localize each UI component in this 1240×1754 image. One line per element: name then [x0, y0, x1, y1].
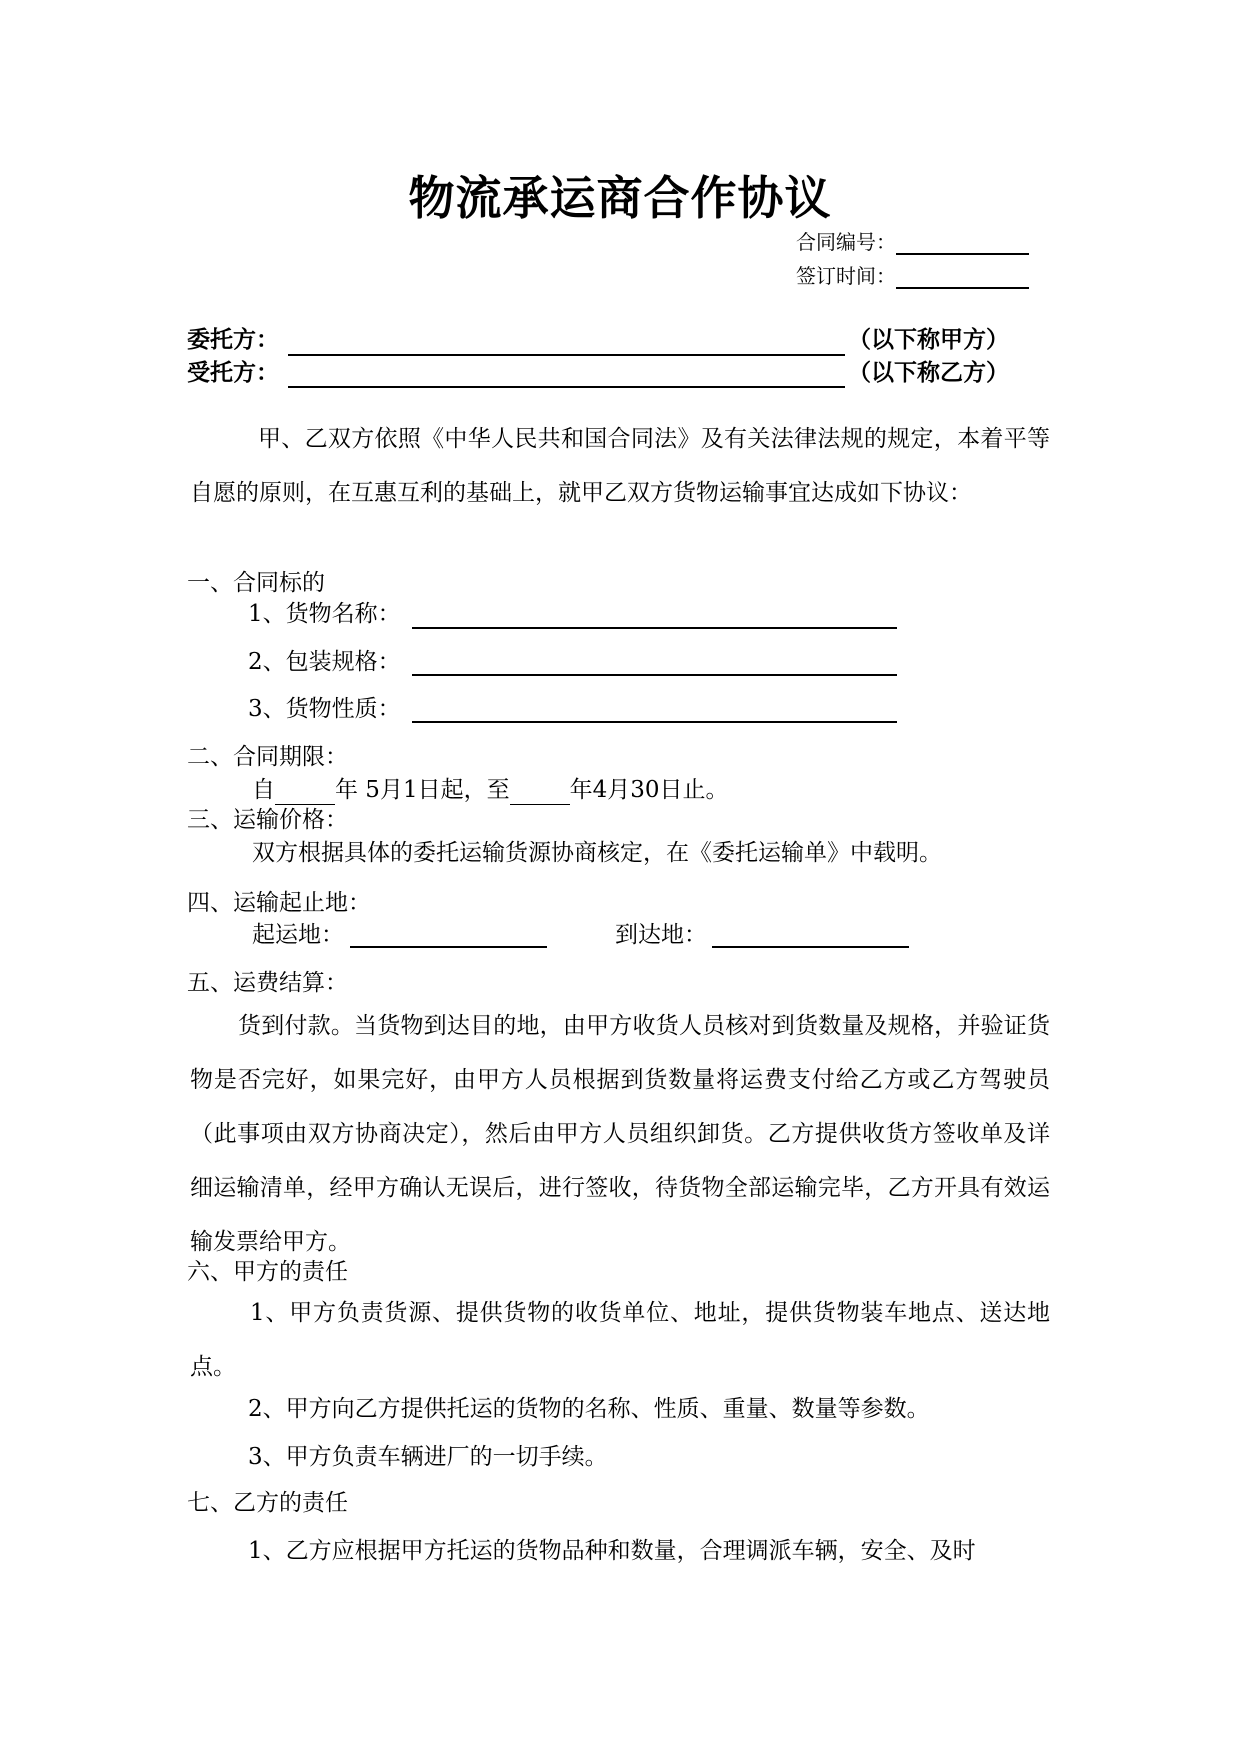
client-row: [187, 325, 279, 355]
section-4-heading: 四、运输起止地：: [187, 890, 371, 916]
section-7-heading: 七、乙方的责任: [187, 1490, 348, 1516]
contract-number-label: 合同编号：: [796, 230, 896, 254]
section-2-heading: 二、合同期限：: [187, 744, 348, 770]
goods-nature-blank[interactable]: [412, 693, 897, 723]
contract-number-blank[interactable]: [896, 229, 1029, 255]
contract-number-row: [796, 229, 1029, 255]
term-from-label: 自: [252, 777, 275, 803]
section-3-heading: 三、运输价格：: [187, 807, 348, 833]
section-6-item-1: 1、甲方负责货源、提供货物的收货单位、地址，提供货物装车地点、送达地点。: [190, 1300, 1050, 1380]
client-suffix: （以下称甲方）: [848, 326, 1009, 353]
origin-label: 起运地：: [252, 922, 344, 948]
sign-date-row: [796, 263, 1029, 289]
packaging-label: 2、包装规格：: [248, 649, 401, 675]
carrier-blank[interactable]: [288, 358, 845, 388]
section-5-heading: 五、运费结算：: [187, 970, 348, 996]
intro-paragraph: 甲、乙双方依照《中华人民共和国合同法》及有关法律法规的规定，本着平等自愿的原则，在互惠互利的基础上，就甲乙双方货物运输事宜达成如下协议：: [190, 426, 1050, 506]
goods-name-row: [248, 599, 401, 629]
section-5-text: 货到付款。当货物到达目的地，由甲方收货人员核对到货数量及规格，并验证货物是否完好，如果完好，由甲方人员根据到货数量将运费支付给乙方或乙方驾驶员（此事项由双方协商决定），然后由甲方人员组织卸货。乙方提供收货方签收单及详细运输清单，经甲方确认无误后，进行签收，待货物全部运输完毕，乙方开具有效运输发票给甲方。: [190, 1013, 1050, 1255]
goods-nature-label: 3、货物性质：: [248, 696, 401, 722]
start-year-blank[interactable]: [275, 778, 335, 805]
term-mid-text: 年 5月1日起，至: [335, 777, 510, 803]
carrier-row: [187, 358, 279, 388]
section-1-heading: 一、合同标的: [187, 570, 325, 596]
goods-nature-row: [248, 694, 401, 724]
client-label: 委托方：: [187, 326, 279, 353]
client-blank[interactable]: [288, 326, 845, 356]
packaging-blank[interactable]: [412, 646, 897, 676]
destination-blank[interactable]: [712, 918, 909, 948]
section-3-text: 双方根据具体的委托运输货源协商核定，在《委托运输单》中载明。: [252, 840, 942, 866]
term-row: [252, 775, 728, 805]
sign-date-label: 签订时间：: [796, 264, 896, 288]
section-7-item-1: 1、乙方应根据甲方托运的货物品种和数量，合理调派车辆，安全、及时: [248, 1538, 976, 1564]
goods-name-blank[interactable]: [412, 599, 897, 629]
sign-date-blank[interactable]: [896, 263, 1029, 289]
section-6-heading: 六、甲方的责任: [187, 1259, 348, 1285]
packaging-row: [248, 647, 401, 677]
origin-blank[interactable]: [350, 918, 547, 948]
document-title: 物流承运商合作协议: [408, 171, 832, 225]
section-6-item-2: 2、甲方向乙方提供托运的货物的名称、性质、重量、数量等参数。: [248, 1396, 930, 1422]
end-year-blank[interactable]: [510, 778, 570, 805]
section-6-item-3: 3、甲方负责车辆进厂的一切手续。: [248, 1444, 608, 1470]
term-end-text: 年4月30日止。: [569, 777, 729, 803]
destination-label: 到达地：: [615, 922, 707, 948]
goods-name-label: 1、货物名称：: [248, 601, 401, 627]
carrier-label: 受托方：: [187, 359, 279, 386]
carrier-suffix: （以下称乙方）: [848, 359, 1009, 386]
